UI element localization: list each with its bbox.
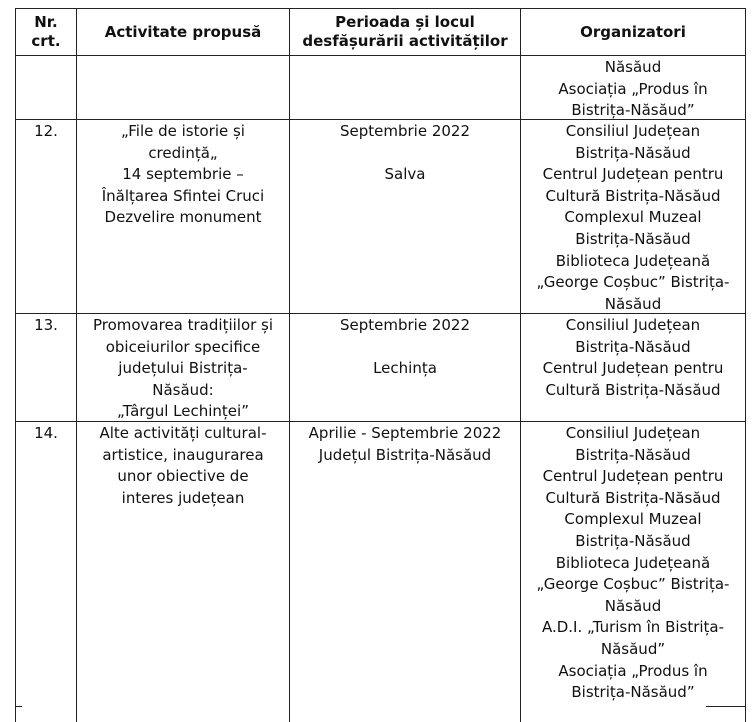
cell-perioada-line: [292, 337, 518, 359]
cell-organizatori-line: Centrul Județean pentru: [542, 359, 724, 378]
cell-organizatori-line: Complexul Muzeal: [564, 208, 702, 227]
cell-activitate-line: unor obiective de: [117, 467, 249, 486]
cell-organizatori-line: Năsăud”: [600, 639, 666, 658]
cell-organizatori-line: Bistrița-Năsăud: [575, 531, 691, 550]
table-edge-mark: [15, 706, 22, 707]
cell-activitate-line: „Târgul Lechinței”: [117, 402, 249, 421]
cell-organizatori-line: Consiliul Județean: [565, 316, 701, 334]
cell-organizatori-line: Complexul Muzeal: [564, 510, 702, 529]
cell-organizatori-line: Cultură Bistrița-Năsăud: [545, 186, 721, 205]
cell-activitate: [77, 422, 290, 722]
table-row: [16, 120, 746, 314]
cell-organizatori-line: Centrul Județean pentru: [542, 165, 724, 184]
cell-activitate-line: artistice, inaugurarea: [102, 445, 264, 464]
table-row: [16, 422, 746, 722]
cell-organizatori-line: Năsăud: [604, 596, 662, 615]
cell-organizatori-line: A.D.I. „Turism în Bistrița-: [541, 618, 725, 637]
cell-activitate-line: obiceiurilor specifice: [105, 337, 261, 356]
cell-perioada-line: Septembrie 2022: [339, 316, 471, 334]
cell-nr-crt: [16, 120, 77, 313]
header-organizatori-text: Organizatori: [580, 22, 686, 41]
cell-perioada: [290, 120, 521, 313]
header-perioada: [290, 9, 521, 55]
header-activitate-text: Activitate propusă: [104, 22, 262, 41]
cell-organizatori-line: Consiliul Județean: [565, 122, 701, 140]
cell-perioada: [290, 56, 521, 119]
cell-organizatori-line: Bistrița-Năsăud: [575, 337, 691, 356]
cell-organizatori-line: Năsăud: [604, 294, 662, 313]
table-row: [16, 56, 746, 120]
cell-organizatori: [521, 314, 746, 421]
cell-organizatori-line: Bistrița-Năsăud”: [571, 101, 695, 120]
cell-perioada: [290, 422, 521, 722]
cell-perioada-line: Aprilie - Septembrie 2022: [308, 424, 502, 442]
cell-organizatori-line: Cultură Bistrița-Năsăud: [545, 380, 721, 399]
row-number: 13.: [34, 316, 58, 334]
cell-activitate-line: județului Bistrița-: [118, 359, 248, 378]
cell-organizatori-line: „George Coșbuc” Bistrița-: [536, 273, 730, 292]
cell-activitate-line: Năsăud:: [152, 380, 214, 399]
cell-organizatori-line: Asociația „Produs în: [558, 661, 708, 680]
cell-perioada-line: [292, 143, 518, 165]
cell-perioada-line: Salva: [384, 165, 426, 184]
cell-organizatori-line: Bistrița-Năsăud: [575, 445, 691, 464]
header-nr-line: Nr.: [34, 13, 58, 31]
header-perioada-line-1: Perioada și locul: [335, 13, 475, 31]
header-nr-crt: [16, 9, 77, 55]
row-number: 14.: [34, 424, 58, 442]
cell-nr-crt: [16, 422, 77, 722]
cell-activitate-line: 14 septembrie –: [122, 165, 244, 184]
cell-nr-crt: [16, 56, 77, 119]
cell-organizatori-line: Biblioteca Județeană: [555, 251, 711, 270]
cell-perioada-line: Septembrie 2022: [339, 122, 471, 140]
cell-organizatori-line: Bistrița-Năsăud: [575, 143, 691, 162]
table-edge-mark: [706, 706, 746, 707]
cell-organizatori: [521, 56, 746, 119]
cell-activitate-line: Înălțarea Sfintei Cruci: [101, 186, 265, 205]
row-number: 12.: [34, 122, 58, 140]
table-row: [16, 314, 746, 422]
cell-activitate-line: Promovarea tradițiilor și: [92, 316, 274, 334]
cell-organizatori-line: Bistrița-Năsăud”: [571, 683, 695, 702]
table-header-row: [16, 9, 746, 56]
cell-organizatori-line: Năsăud: [604, 58, 662, 76]
cell-organizatori-line: Cultură Bistrița-Năsăud: [545, 488, 721, 507]
header-organizatori: [521, 9, 746, 55]
cell-activitate-line: credință„: [148, 143, 218, 162]
cell-perioada-line: Județul Bistrița-Năsăud: [318, 445, 492, 464]
header-crt-line: crt.: [31, 32, 61, 50]
activities-table: [15, 8, 746, 722]
cell-perioada-line: Lechința: [373, 359, 437, 378]
cell-organizatori-line: Asociația „Produs în: [558, 79, 708, 98]
cell-nr-crt: [16, 314, 77, 421]
cell-activitate-line: „File de istorie și: [121, 122, 245, 140]
cell-activitate-line: Alte activități cultural-: [99, 424, 267, 442]
cell-organizatori: [521, 120, 746, 313]
cell-activitate-line: interes județean: [121, 488, 245, 507]
header-activitate: [77, 9, 290, 55]
cell-activitate-line: Dezvelire monument: [104, 208, 262, 227]
cell-perioada: [290, 314, 521, 421]
cell-organizatori-line: Biblioteca Județeană: [555, 553, 711, 572]
cell-organizatori-line: Bistrița-Năsăud: [575, 229, 691, 248]
cell-organizatori-line: Consiliul Județean: [565, 424, 701, 442]
cell-activitate: [77, 120, 290, 313]
cell-organizatori-line: „George Coșbuc” Bistrița-: [536, 575, 730, 594]
cell-organizatori-line: Centrul Județean pentru: [542, 467, 724, 486]
header-perioada-line-2: desfășurării activităților: [302, 32, 508, 50]
cell-activitate: [77, 56, 290, 119]
cell-organizatori: [521, 422, 746, 722]
cell-activitate: [77, 314, 290, 421]
